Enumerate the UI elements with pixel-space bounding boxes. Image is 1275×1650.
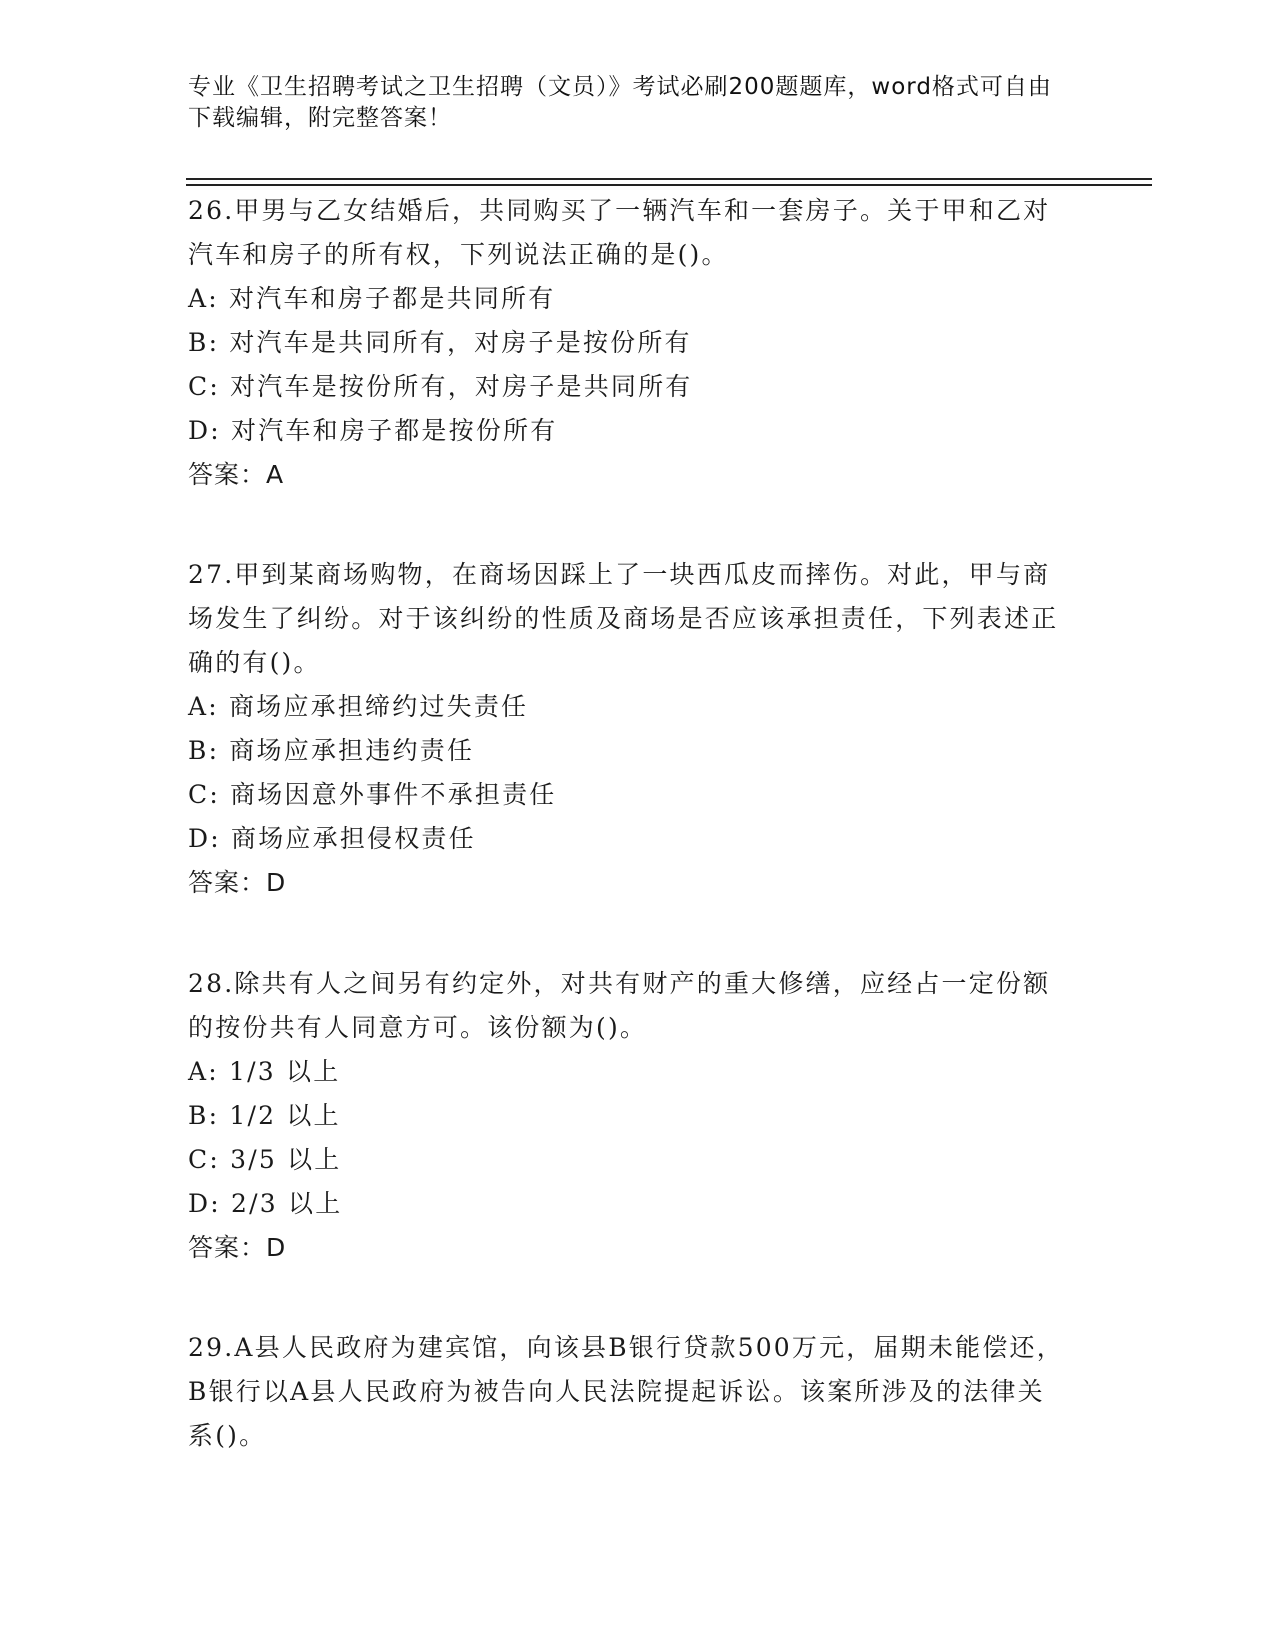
option-letter: C: bbox=[188, 780, 220, 809]
option-text: 3/5 以上 bbox=[230, 1145, 342, 1174]
question-stem: 26.甲男与乙女结婚后，共同购买了一辆汽车和一套房子。关于甲和乙对汽车和房子的所有权，下列说法正确的是()。 bbox=[188, 196, 1051, 269]
option-text: 2/3 以上 bbox=[231, 1189, 343, 1218]
option-c bbox=[188, 365, 1068, 409]
option-letter: D: bbox=[188, 824, 221, 853]
option-c bbox=[188, 1138, 1068, 1182]
header-divider-bottom bbox=[186, 184, 1152, 186]
option-text: 对汽车是共同所有，对房子是按份所有 bbox=[229, 328, 692, 357]
option-text: 商场应承担违约责任 bbox=[229, 736, 475, 765]
option-d bbox=[188, 1182, 1068, 1226]
option-text: 1/3 以上 bbox=[229, 1057, 341, 1086]
option-letter: A: bbox=[188, 692, 219, 721]
option-b bbox=[188, 321, 1068, 365]
option-a bbox=[188, 1050, 1068, 1094]
question-28 bbox=[188, 962, 1068, 1270]
option-text: 对汽车和房子都是共同所有 bbox=[229, 284, 556, 313]
option-letter: B: bbox=[188, 1101, 220, 1130]
option-letter: B: bbox=[188, 328, 220, 357]
option-text: 商场应承担侵权责任 bbox=[231, 824, 476, 853]
option-d bbox=[188, 817, 1068, 861]
option-letter: C: bbox=[188, 1145, 220, 1174]
header-divider-top bbox=[186, 178, 1152, 180]
question-stem: 28.除共有人之间另有约定外，对共有财产的重大修缮，应经占一定份额的按份共有人同意方可。该份额为()。 bbox=[188, 969, 1051, 1042]
option-text: 商场因意外事件不承担责任 bbox=[230, 780, 557, 809]
option-text: 对汽车和房子都是按份所有 bbox=[231, 416, 558, 445]
option-text: 对汽车是按份所有，对房子是共同所有 bbox=[230, 372, 693, 401]
answer-line: 答案：D bbox=[188, 1233, 287, 1262]
option-letter: B: bbox=[188, 736, 220, 765]
option-c bbox=[188, 773, 1068, 817]
option-text: 1/2 以上 bbox=[229, 1101, 341, 1130]
question-stem: 29.A县人民政府为建宾馆，向该县B银行贷款500万元，届期未能偿还，B银行以A县人民政府为被告向人民法院提起诉讼。该案所涉及的法律关系()。 bbox=[188, 1333, 1064, 1450]
option-a bbox=[188, 277, 1068, 321]
option-b bbox=[188, 729, 1068, 773]
option-letter: D: bbox=[188, 416, 221, 445]
question-27 bbox=[188, 553, 1068, 905]
option-d bbox=[188, 409, 1068, 453]
option-letter: D: bbox=[188, 1189, 221, 1218]
question-26 bbox=[188, 189, 1068, 497]
question-29 bbox=[188, 1326, 1068, 1458]
option-letter: A: bbox=[188, 1057, 219, 1086]
option-letter: A: bbox=[188, 284, 219, 313]
answer-line: 答案：A bbox=[188, 460, 285, 489]
option-b bbox=[188, 1094, 1068, 1138]
document-header: 专业《卫生招聘考试之卫生招聘（文员）》考试必刷200题题库，word格式可自由下载编辑，附完整答案！ bbox=[188, 74, 1052, 131]
question-stem: 27.甲到某商场购物，在商场因踩上了一块西瓜皮而摔伤。对此，甲与商场发生了纠纷。对于该纠纷的性质及商场是否应该承担责任，下列表述正确的有()。 bbox=[188, 560, 1059, 677]
answer-line: 答案：D bbox=[188, 868, 287, 897]
option-letter: C: bbox=[188, 372, 220, 401]
option-text: 商场应承担缔约过失责任 bbox=[229, 692, 529, 721]
option-a bbox=[188, 685, 1068, 729]
